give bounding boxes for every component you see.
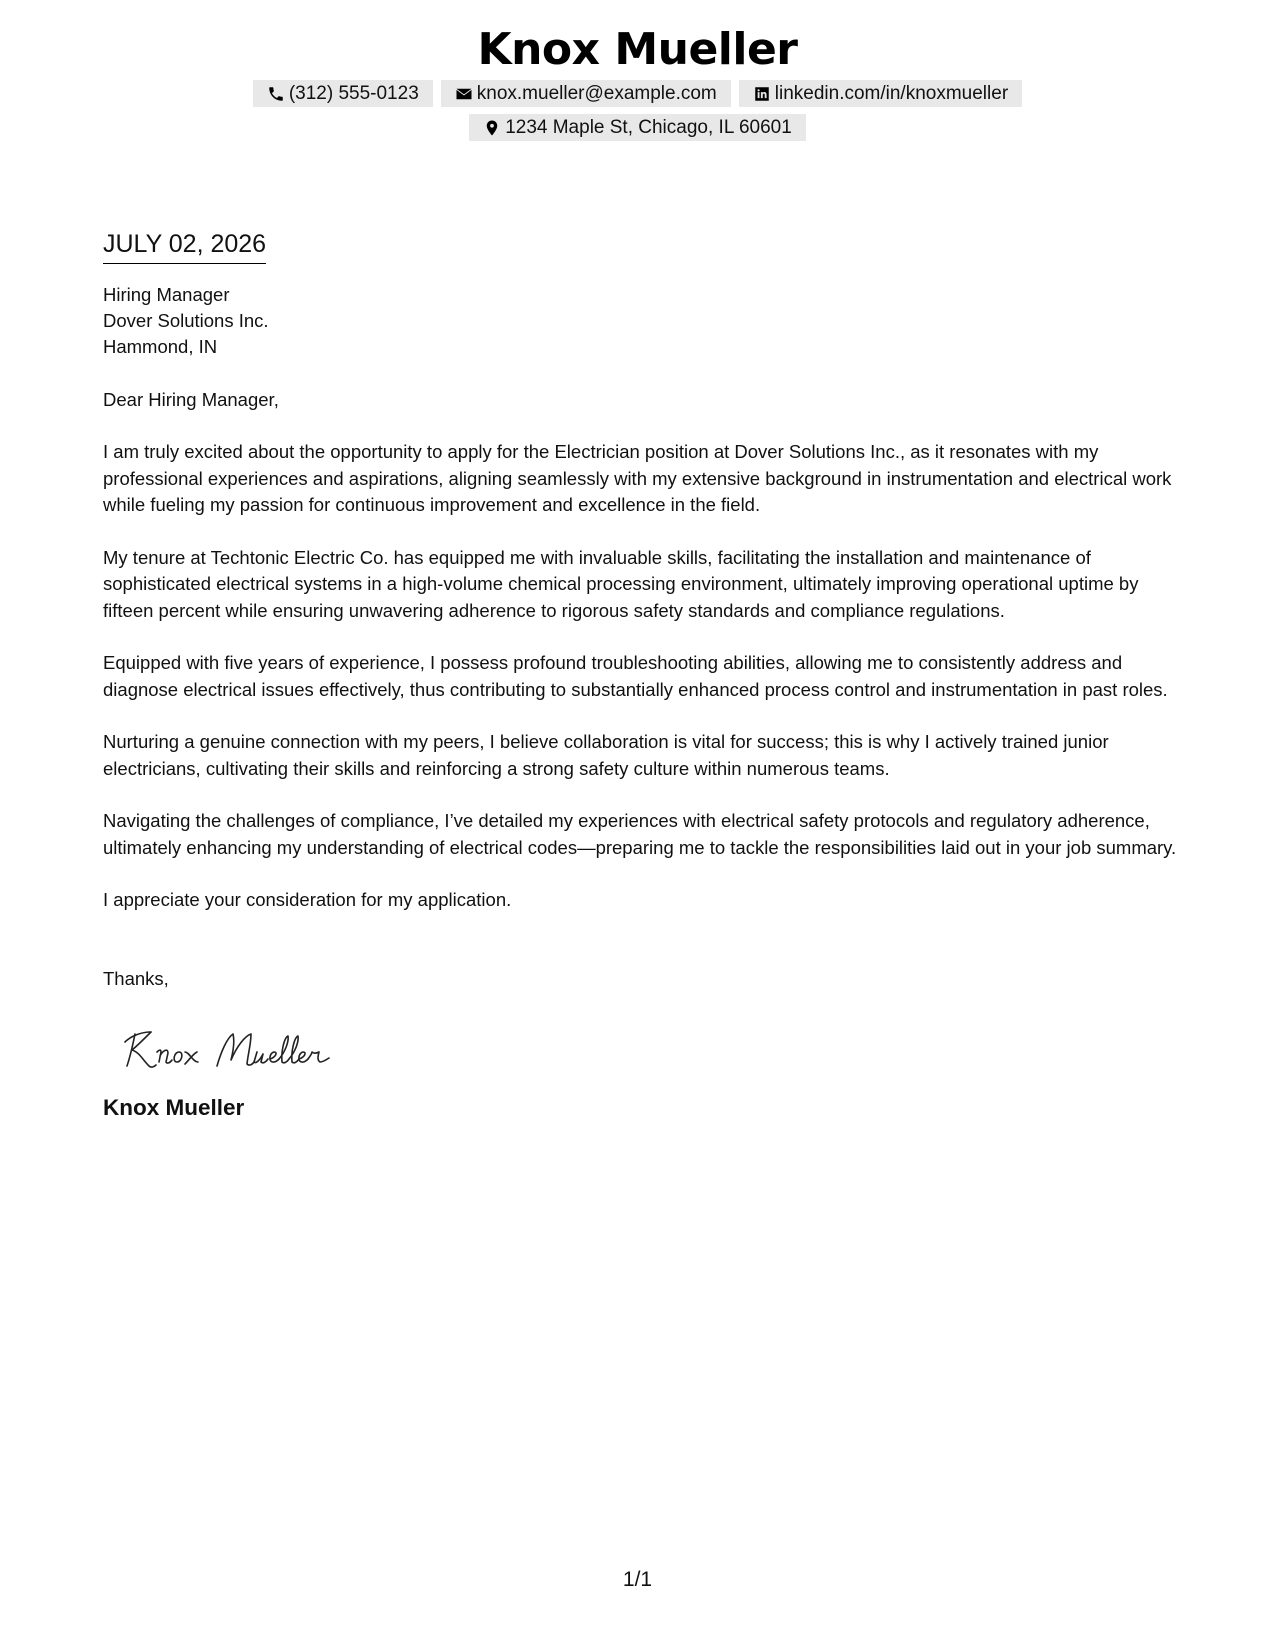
body-paragraph-1: I am truly excited about the opportunity to apply for the Electrician position at Dover Solutions Inc., as it resonates with my professional experiences and aspirations, aligning seamlessly with my extensive background in instrumentation and electrical work while fueling my passion for continuous improvement and excellence in the field.	[103, 441, 1172, 515]
letter-date: JULY 02, 2026	[103, 228, 266, 264]
map-marker-icon	[483, 119, 501, 137]
recipient-title: Hiring Manager	[103, 284, 230, 305]
address-text: 1234 Maple St, Chicago, IL 60601	[505, 116, 792, 138]
letter-header	[0, 0, 1275, 141]
closing: Thanks,	[103, 967, 169, 989]
phone-text: (312) 555-0123	[288, 82, 419, 104]
linkedin-chip	[739, 80, 1022, 107]
body-paragraph-3: Equipped with five years of experience, I possess profound troubleshooting abilities, allowing me to consistently address and diagnose electrical issues effectively, thus contributing to substantially enhanced process control and instrumentation in past roles.	[103, 652, 1168, 700]
linkedin-icon	[753, 85, 771, 103]
signer-name: Knox Mueller	[103, 1094, 245, 1120]
body-paragraph-4: Nurturing a genuine connection with my peers, I believe collaboration is vital for success; this is why I actively trained junior electricians, cultivating their skills and reinforcing a strong safety culture within numerous teams.	[103, 731, 1109, 779]
body-paragraph-2: My tenure at Techtonic Electric Co. has equipped me with invaluable skills, facilitating the installation and maintenance of sophisticated electrical systems in a high-volume chemical processing environment, ultimately improving operational uptime by fifteen percent while ensuring unwavering adherence to rigorous safety standards and compliance regulations.	[103, 546, 1139, 621]
phone-chip	[253, 80, 433, 107]
applicant-name: Knox Mueller	[477, 24, 798, 75]
contact-row-secondary	[0, 114, 1275, 141]
salutation: Dear Hiring Manager,	[103, 389, 279, 410]
page-number: 1/1	[622, 1568, 653, 1591]
linkedin-text: linkedin.com/in/knoxmueller	[774, 82, 1009, 104]
body-paragraph-5: Navigating the challenges of compliance, I’ve detailed my experiences with electrical safety protocols and regulatory adherence, ultimately enhancing my understanding of electrical codes—preparing me to tackle the responsibilities laid out in your job summary.	[103, 810, 1177, 858]
email-text: knox.mueller@example.com	[476, 82, 717, 104]
phone-icon	[267, 85, 285, 103]
envelope-icon	[455, 85, 473, 103]
handwritten-signature	[121, 1022, 351, 1076]
email-chip	[441, 80, 731, 107]
letter-body	[103, 228, 1178, 1123]
address-chip	[469, 114, 806, 141]
recipient-company: Dover Solutions Inc.	[103, 310, 269, 331]
contact-row-primary	[0, 80, 1275, 107]
recipient-block	[103, 282, 1178, 360]
body-paragraph-6: I appreciate your consideration for my application.	[103, 889, 512, 910]
recipient-location: Hammond, IN	[103, 336, 218, 357]
